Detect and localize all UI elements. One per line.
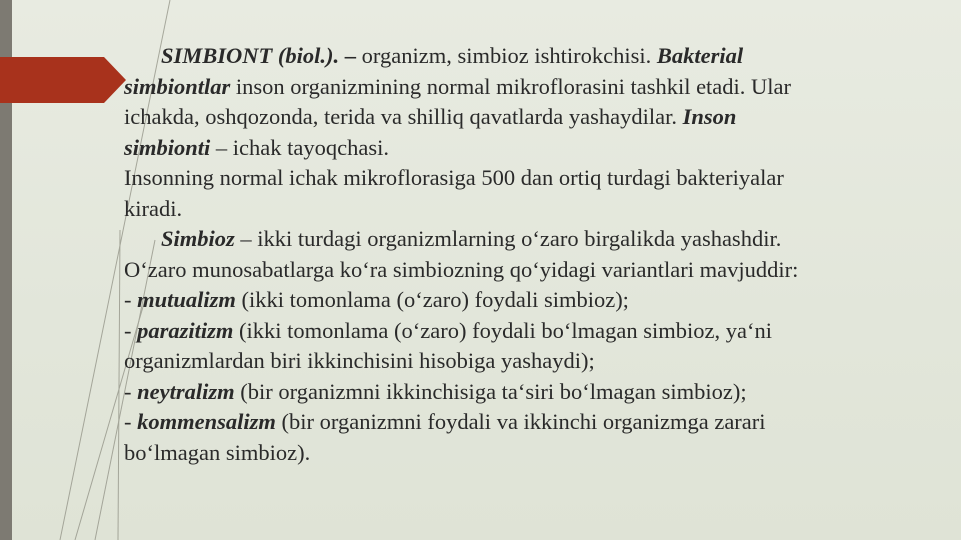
term-mutualizm: mutualizm [137,287,236,312]
term-parazitizm: parazitizm [137,317,234,343]
list-item [124,407,924,438]
list-item-continuation [124,438,924,469]
term-simbiontlar: simbiontlar [124,73,231,99]
list-item [124,377,924,408]
definition-text: ichakda, oshqozonda, terida va shilliq qavatlarda yashaydilar. [124,104,683,129]
definition-text: – ikki turdagi organizmlarning o‘zaro birgalikda yashashdir. [234,226,782,251]
term-inson: Inson [682,104,737,129]
list-item-continuation [124,346,924,377]
term-kommensalizm: kommensalizm [137,409,276,434]
line-5 [124,163,924,194]
list-dash: - [124,317,138,343]
term-simbioz: Simbioz [161,226,235,251]
line-1 [124,41,924,72]
list-description: (bir organizmni foydali va ikkinchi organizmga zarari [275,409,766,434]
arrow-shape [0,57,126,103]
definition-text: inson organizmining normal mikroflorasini tashkil etadi. Ular [230,73,792,99]
list-description: organizmlardan biri ikkinchisini hisobiga yashaydi); [124,348,595,373]
list-item [124,316,924,347]
paragraph-text: kiradi. [124,195,183,221]
list-dash: - [124,409,138,434]
list-dash: - [124,287,138,312]
term-simbiont: SIMBIONT (biol.). [161,43,340,68]
list-description: (ikki tomonlama (o‘zaro) foydali simbioz); [235,287,629,312]
list-description: bo‘lmagan simbioz). [124,439,311,465]
line-2 [124,72,924,103]
list-item [124,285,924,316]
line-6 [124,194,924,225]
paragraph-text: Insonning normal ichak mikroflorasiga 500 dan ortiq turdagi bakteriyalar [124,165,784,190]
term-neytralizm: neytralizm [137,378,235,404]
line-4 [124,133,924,164]
list-description: (bir organizmni ikkinchisiga ta‘siri bo‘lmagan simbioz); [234,378,747,404]
line-8 [124,255,924,286]
content-text [124,41,924,468]
list-dash: - [124,378,138,404]
dash: – [339,43,362,68]
list-description: (ikki tomonlama (o‘zaro) foydali bo‘lmagan simbioz, ya‘ni [233,317,772,343]
red-arrow-decoration [0,57,126,103]
term-simbionti: simbionti [124,134,211,160]
term-bakterial: Bakterial [656,43,744,68]
paragraph-text: O‘zaro munosabatlarga ko‘ra simbiozning qo‘yidagi variantlari mavjuddir: [124,256,799,282]
definition-text: – ichak tayoqchasi. [210,134,389,160]
line-7 [124,224,924,255]
line-3 [124,102,924,133]
definition-text: organizm, simbioz ishtirokchisi. [361,43,657,68]
